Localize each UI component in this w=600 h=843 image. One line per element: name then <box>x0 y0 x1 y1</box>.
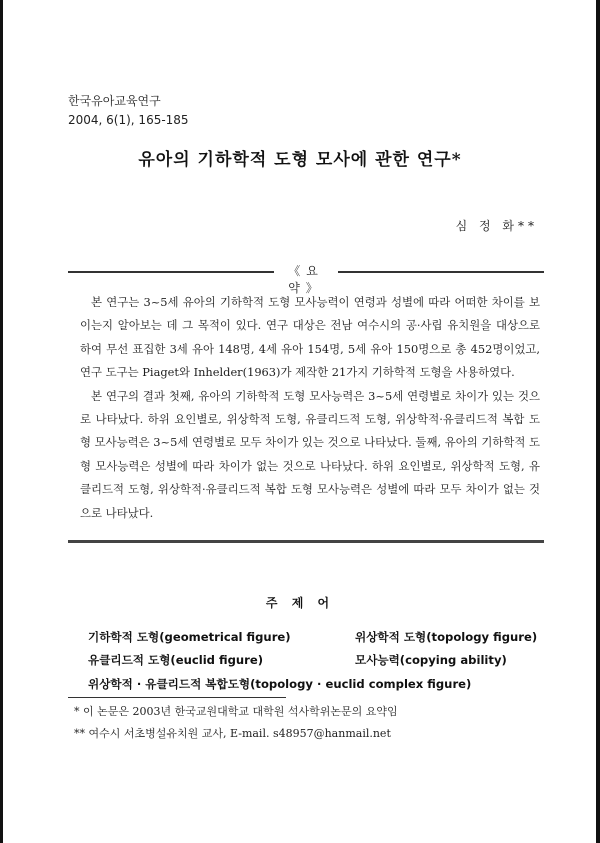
scan-edge-right <box>596 0 600 843</box>
abstract-paragraph-1: 본 연구는 3~5세 유아의 기하학적 도형 모사능력이 연령과 성별에 따라 어떠한 차이를 보이는지 알아보는 데 그 목적이 있다. 연구 대상은 전남 여수시의 공·사립 유치원을 대상으로 하여 무선 표집한 3세 유아 148명, 4세 유아 154명, 5세 유아 150명으로 총 452명이었고, 연구 도구는 Piaget와 Inhelder(1963)가 제작한 21가지 기하학적 도형을 사용하였다. <box>80 295 540 380</box>
keyword-item: 유클리드적 도형(euclid figure) <box>88 653 264 667</box>
abstract-body <box>80 291 540 525</box>
keyword-item: 기하학적 도형(geometrical figure) <box>88 630 291 644</box>
keyword-item: 모사능력(copying ability) <box>355 653 507 667</box>
footnote-1: * 이 논문은 2003년 한국교원대학교 대학원 석사학위논문의 요약임 <box>74 705 398 718</box>
abstract-rule-right <box>338 271 544 273</box>
footnote-2: ** 여수시 서초병설유치원 교사, E-mail. s48957@hanmail.net <box>74 727 391 740</box>
journal-name: 한국유아교육연구 <box>68 94 161 108</box>
abstract-rule-bottom <box>68 540 544 543</box>
abstract-rule-left <box>68 271 274 273</box>
author-name: 심 정 화** <box>455 219 538 233</box>
scan-edge-left <box>0 0 3 843</box>
keyword-item: 위상학적 · 유클리드적 복합도형(topology · euclid complex figure) <box>88 677 472 691</box>
keywords-heading: 주 제 어 <box>265 596 335 610</box>
abstract-paragraph-2: 본 연구의 결과 첫째, 유아의 기하학적 도형 모사능력은 3~5세 연령별로 차이가 있는 것으로 나타났다. 하위 요인별로, 위상학적 도형, 유클리드적 도형, 위상학적·유클리드적 복합 도형 모사능력은 3~5세 연령별로 모두 차이가 있는 것으로 나타났다. 둘째, 유아의 기하학적 도형 모사능력은 성별에 따라 차이가 없는 것으로 나타났다. 하위 요인별로, 위상학적 도형, 유클리드적 도형, 위상학적·유클리드적 복합 도형 모사능력은 성별에 따라 모두 차이가 없는 것으로 나타났다. <box>80 388 540 520</box>
abstract-label: 《요 약》 <box>288 264 324 295</box>
journal-citation: 2004, 6(1), 165-185 <box>68 113 189 127</box>
footnote-divider <box>68 697 286 698</box>
journal-info <box>68 92 189 130</box>
keyword-item: 위상학적 도형(topology figure) <box>355 630 538 644</box>
paper-title: 유아의 기하학적 도형 모사에 관한 연구* <box>138 150 462 170</box>
